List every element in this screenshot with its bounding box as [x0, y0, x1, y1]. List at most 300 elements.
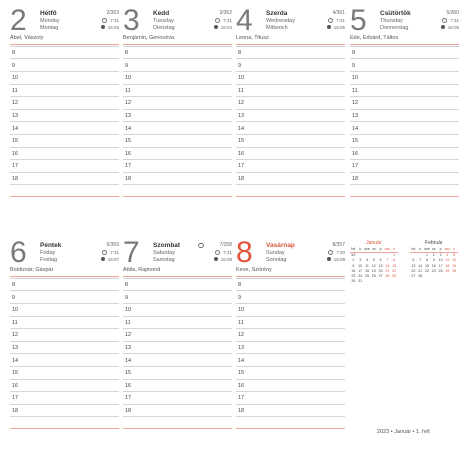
- hour-line[interactable]: [236, 159, 345, 160]
- day-name-german: Sonntag: [266, 257, 287, 263]
- day-of-year: 8/357: [332, 242, 345, 248]
- hour-line[interactable]: [123, 96, 232, 97]
- calendar-date[interactable]: 6: [412, 258, 415, 263]
- hour-line[interactable]: [236, 96, 345, 97]
- hour-line[interactable]: [236, 172, 345, 173]
- hour-line[interactable]: [123, 328, 232, 329]
- sunset-icon: [327, 25, 331, 29]
- day-name-english: Saturday: [153, 250, 176, 256]
- hour-line[interactable]: [236, 391, 345, 392]
- day-name: Kedd: [153, 10, 170, 17]
- weekday-header: p: [437, 247, 444, 253]
- calendar-date[interactable]: 7: [386, 258, 389, 263]
- hour-line[interactable]: [10, 328, 119, 329]
- hour-line[interactable]: [10, 404, 119, 405]
- hour-line[interactable]: [123, 316, 232, 317]
- hour-label: 9: [125, 294, 129, 301]
- calendar-date[interactable]: 27: [378, 274, 383, 279]
- calendar-date[interactable]: 12: [371, 263, 376, 268]
- hour-label: 17: [125, 395, 132, 402]
- day-name-german: Dienstag: [153, 25, 175, 31]
- hour-line[interactable]: [123, 71, 232, 72]
- calendar-date[interactable]: 10: [358, 263, 363, 268]
- hour-line[interactable]: [350, 96, 459, 97]
- day-of-year: 2/363: [106, 10, 119, 16]
- weekday-header: hé: [351, 247, 356, 251]
- hour-line[interactable]: [350, 121, 459, 122]
- hour-line[interactable]: [350, 109, 459, 110]
- calendar-date: [384, 279, 391, 284]
- sunrise-icon: [102, 18, 107, 23]
- hour-label: 16: [238, 382, 245, 389]
- hour-label: 11: [12, 87, 18, 94]
- hour-line[interactable]: [10, 71, 119, 72]
- calendar-date[interactable]: 10: [438, 258, 443, 263]
- hour-label: 8: [125, 50, 129, 56]
- hour-label: 15: [238, 370, 245, 377]
- hour-line[interactable]: [236, 121, 345, 122]
- sunrise-time: 7:31: [215, 250, 232, 255]
- day-name-german: Mittwoch: [266, 25, 288, 31]
- weekday-header: cs: [431, 247, 436, 251]
- day-of-year: 6/359: [106, 242, 119, 248]
- hour-line[interactable]: [350, 184, 459, 185]
- hour-label: 14: [12, 125, 19, 132]
- hour-label: 15: [238, 138, 245, 145]
- mini-calendar-title: Február: [425, 240, 443, 246]
- calendar-week-row: [410, 274, 458, 279]
- calendar-date[interactable]: 3: [359, 258, 362, 263]
- sunset-icon: [214, 257, 218, 261]
- calendar-date[interactable]: 9: [432, 258, 435, 263]
- hour-line[interactable]: [123, 404, 232, 405]
- day-of-year: 4/361: [332, 10, 345, 16]
- calendar-date: [451, 274, 458, 279]
- hour-label: 14: [125, 357, 132, 364]
- calendar-date[interactable]: 8: [393, 258, 396, 263]
- calendar-date[interactable]: 17: [358, 268, 363, 273]
- hour-line[interactable]: [123, 184, 232, 185]
- weekday-header: szo: [384, 247, 391, 251]
- calendar-date[interactable]: 16: [431, 263, 436, 268]
- calendar-date: [391, 279, 398, 284]
- hour-line[interactable]: [123, 303, 232, 304]
- calendar-date: [377, 279, 384, 284]
- hour-line[interactable]: [10, 172, 119, 173]
- calendar-date[interactable]: 14: [385, 263, 390, 268]
- calendar-date[interactable]: 23: [431, 268, 436, 273]
- calendar-date[interactable]: 22: [392, 268, 397, 273]
- calendar-date[interactable]: 5: [453, 253, 456, 258]
- name-day: Keve, Szörény: [236, 267, 272, 273]
- hour-label: 9: [352, 62, 356, 69]
- calendar-date[interactable]: 2: [352, 258, 355, 263]
- sunset-icon: [101, 25, 105, 29]
- calendar-date[interactable]: 7: [419, 258, 422, 263]
- calendar-date[interactable]: 13: [378, 263, 383, 268]
- hour-line[interactable]: [10, 353, 119, 354]
- hour-label: 10: [352, 75, 359, 82]
- hour-line[interactable]: [123, 341, 232, 342]
- hour-label: 17: [352, 163, 359, 170]
- calendar-date[interactable]: 52: [351, 253, 356, 258]
- day-name-english: Sunday: [266, 250, 285, 256]
- hour-line[interactable]: [123, 379, 232, 380]
- hour-line[interactable]: [236, 404, 345, 405]
- calendar-date[interactable]: 5: [372, 258, 375, 263]
- sunset-icon: [101, 257, 105, 261]
- hour-line[interactable]: [123, 366, 232, 367]
- hour-line[interactable]: [350, 172, 459, 173]
- hour-line[interactable]: [123, 134, 232, 135]
- calendar-date[interactable]: 2: [432, 253, 435, 258]
- hour-line[interactable]: [10, 416, 119, 417]
- hour-line[interactable]: [123, 84, 232, 85]
- hour-line[interactable]: [123, 391, 232, 392]
- calendar-date[interactable]: 4: [365, 258, 368, 263]
- hour-label: 15: [352, 138, 359, 145]
- weekday-header: v: [391, 247, 398, 253]
- hour-line[interactable]: [10, 184, 119, 185]
- hour-line[interactable]: [10, 303, 119, 304]
- calendar-date[interactable]: 20: [411, 268, 416, 273]
- hour-line[interactable]: [236, 46, 345, 47]
- day-name: Vasárnap: [266, 242, 295, 249]
- calendar-date[interactable]: 16: [351, 268, 356, 273]
- day-of-year: 3/362: [219, 10, 232, 16]
- hour-line[interactable]: [123, 353, 232, 354]
- hour-label: 17: [238, 395, 245, 402]
- hour-line[interactable]: [350, 58, 459, 59]
- day-name: Hétfő: [40, 10, 57, 17]
- calendar-date[interactable]: 30: [351, 279, 356, 284]
- bottom-divider: [10, 428, 119, 429]
- hour-line[interactable]: [236, 134, 345, 135]
- hour-label: 9: [125, 62, 129, 69]
- day-number: 8: [236, 236, 253, 269]
- sunrise-icon: [328, 18, 333, 23]
- hour-line[interactable]: [123, 159, 232, 160]
- bottom-divider: [10, 196, 119, 197]
- hour-label: 9: [12, 62, 16, 69]
- calendar-date[interactable]: 1: [393, 253, 396, 258]
- hour-line[interactable]: [123, 416, 232, 417]
- hour-line[interactable]: [236, 290, 345, 291]
- hour-label: 11: [125, 87, 131, 94]
- weekday-header: k: [357, 247, 364, 253]
- hour-label: 14: [352, 125, 359, 132]
- hour-line[interactable]: [10, 290, 119, 291]
- calendar-date[interactable]: 20: [378, 268, 383, 273]
- mini-calendar-title: Január: [366, 240, 382, 246]
- hour-label: 13: [12, 113, 19, 119]
- calendar-date[interactable]: 19: [371, 268, 376, 273]
- hour-label: 10: [12, 75, 19, 82]
- calendar-date: [364, 279, 371, 284]
- hour-line[interactable]: [236, 58, 345, 59]
- moon-phase-icon: [198, 243, 204, 249]
- hour-label: 16: [12, 150, 19, 157]
- hour-line[interactable]: [123, 58, 232, 59]
- hour-label: 9: [238, 62, 242, 69]
- hour-line[interactable]: [10, 109, 119, 110]
- calendar-date[interactable]: 15: [392, 263, 397, 268]
- calendar-date[interactable]: 27: [411, 274, 416, 279]
- hour-line[interactable]: [236, 278, 345, 279]
- hour-line[interactable]: [10, 316, 119, 317]
- hour-label: 18: [125, 408, 132, 414]
- sunrise-time: 7:31: [102, 18, 119, 23]
- sunrise-time: 7:31: [442, 18, 459, 23]
- calendar-date[interactable]: 12: [452, 258, 457, 263]
- weekday-header: p: [377, 247, 384, 253]
- hour-label: 11: [12, 319, 18, 326]
- calendar-date[interactable]: 8: [425, 258, 428, 263]
- hour-line[interactable]: [236, 341, 345, 342]
- hour-label: 13: [12, 345, 19, 351]
- hour-label: 14: [125, 125, 132, 132]
- calendar-date[interactable]: 18: [445, 263, 450, 268]
- calendar-date[interactable]: 28: [385, 274, 390, 279]
- mini-calendar: [350, 240, 398, 284]
- sunrise-time: 7:31: [328, 18, 345, 23]
- footer-label: 2023 • Január • 1. hét: [377, 429, 430, 435]
- hour-line[interactable]: [236, 366, 345, 367]
- hour-line[interactable]: [123, 46, 232, 47]
- weekday-header: v: [451, 247, 458, 253]
- hour-label: 12: [125, 332, 132, 339]
- sunrise-icon: [215, 250, 220, 255]
- day-of-year: 5/360: [446, 10, 459, 16]
- day-name-english: Friday: [40, 250, 56, 256]
- weekday-header: szo: [444, 247, 451, 251]
- day-number: 6: [10, 236, 27, 269]
- hour-label: 16: [125, 150, 132, 157]
- hour-line[interactable]: [10, 147, 119, 148]
- hour-line[interactable]: [10, 121, 119, 122]
- hour-label: 18: [125, 176, 132, 182]
- day-name-english: Monday: [40, 18, 60, 24]
- calendar-date[interactable]: 23: [351, 274, 356, 279]
- hour-label: 8: [238, 50, 242, 56]
- calendar-date[interactable]: 13: [411, 263, 416, 268]
- name-day: Ede, Edvárd, Táltos: [350, 35, 399, 41]
- sunset-time: 16:08: [214, 257, 232, 262]
- hour-line[interactable]: [123, 121, 232, 122]
- hour-label: 15: [12, 138, 19, 145]
- sunrise-icon: [215, 18, 220, 23]
- hour-line[interactable]: [236, 147, 345, 148]
- hour-line[interactable]: [236, 416, 345, 417]
- sunrise-time: 7:31: [215, 18, 232, 23]
- hour-label: 18: [12, 176, 19, 182]
- hour-line[interactable]: [350, 71, 459, 72]
- hour-label: 18: [12, 408, 19, 414]
- day-name-english: Thursday: [380, 18, 403, 24]
- day-number: 3: [123, 4, 140, 37]
- calendar-date[interactable]: 24: [358, 274, 363, 279]
- mini-calendar: [410, 240, 458, 279]
- day-block: [10, 236, 119, 432]
- hour-line[interactable]: [123, 172, 232, 173]
- day-block: [10, 4, 119, 200]
- hour-label: 11: [352, 87, 358, 94]
- calendar-date[interactable]: 19: [452, 263, 457, 268]
- day-block: [123, 4, 232, 200]
- day-name: Szerda: [266, 10, 288, 17]
- hour-line[interactable]: [236, 353, 345, 354]
- sunset-time: 16:06: [441, 25, 459, 30]
- calendar-date[interactable]: 1: [425, 253, 428, 258]
- calendar-date[interactable]: 31: [358, 279, 363, 284]
- hour-label: 17: [125, 163, 132, 170]
- calendar-date[interactable]: 18: [364, 268, 369, 273]
- name-day: Attila, Rajmond: [123, 267, 161, 273]
- hour-line[interactable]: [10, 58, 119, 59]
- calendar-date[interactable]: 29: [392, 274, 397, 279]
- calendar-date[interactable]: 21: [385, 268, 390, 273]
- sunset-time: 16:04: [214, 25, 232, 30]
- hour-label: 14: [238, 125, 245, 132]
- hour-line[interactable]: [236, 84, 345, 85]
- hour-label: 10: [12, 307, 19, 314]
- calendar-date: [444, 274, 451, 279]
- hour-line[interactable]: [10, 84, 119, 85]
- hour-label: 11: [125, 319, 131, 326]
- sunrise-icon: [102, 250, 107, 255]
- calendar-date[interactable]: 3: [439, 253, 442, 258]
- calendar-date[interactable]: 6: [379, 258, 382, 263]
- hour-label: 15: [125, 138, 132, 145]
- sunrise-time: 7:31: [102, 250, 119, 255]
- hour-label: 13: [352, 113, 359, 119]
- hour-line[interactable]: [123, 290, 232, 291]
- hour-line[interactable]: [10, 391, 119, 392]
- day-block: [236, 236, 345, 432]
- hour-line[interactable]: [236, 379, 345, 380]
- hour-label: 14: [12, 357, 19, 364]
- name-day: Benjámin, Genovéva: [123, 35, 175, 41]
- hour-line[interactable]: [10, 96, 119, 97]
- hour-label: 13: [238, 113, 245, 119]
- hour-line[interactable]: [236, 316, 345, 317]
- hour-label: 16: [125, 382, 132, 389]
- hour-label: 8: [12, 282, 16, 288]
- calendar-date[interactable]: 21: [418, 268, 423, 273]
- calendar-date[interactable]: 22: [424, 268, 429, 273]
- calendar-date[interactable]: 11: [445, 258, 450, 263]
- day-number: 4: [236, 4, 253, 37]
- hour-line[interactable]: [10, 341, 119, 342]
- weekday-header: cs: [371, 247, 376, 251]
- hour-label: 13: [238, 345, 245, 351]
- bottom-divider: [236, 428, 345, 429]
- calendar-date[interactable]: 14: [418, 263, 423, 268]
- day-block: [350, 4, 459, 200]
- hour-label: 8: [352, 50, 356, 56]
- hour-line[interactable]: [236, 71, 345, 72]
- hour-line[interactable]: [10, 159, 119, 160]
- hour-line[interactable]: [236, 328, 345, 329]
- calendar-date[interactable]: 25: [445, 268, 450, 273]
- hour-line[interactable]: [10, 379, 119, 380]
- calendar-date[interactable]: 4: [446, 253, 449, 258]
- calendar-date[interactable]: 24: [438, 268, 443, 273]
- day-name-german: Samstag: [153, 257, 175, 263]
- sunset-time: 16:07: [101, 257, 119, 262]
- hour-line[interactable]: [350, 84, 459, 85]
- hour-line[interactable]: [350, 147, 459, 148]
- calendar-date[interactable]: 17: [438, 263, 443, 268]
- weekday-header: k: [417, 247, 424, 253]
- day-name-english: Tuesday: [153, 18, 174, 24]
- calendar-date[interactable]: 26: [371, 274, 376, 279]
- hour-line[interactable]: [350, 46, 459, 47]
- calendar-date[interactable]: 15: [424, 263, 429, 268]
- bottom-divider: [123, 428, 232, 429]
- hour-line[interactable]: [350, 134, 459, 135]
- hour-line[interactable]: [10, 46, 119, 47]
- name-day: Boldizsár, Gáspár: [10, 267, 54, 273]
- calendar-date[interactable]: 28: [418, 274, 423, 279]
- hour-label: 8: [12, 50, 16, 56]
- hour-line[interactable]: [10, 366, 119, 367]
- bottom-divider: [123, 196, 232, 197]
- hour-line[interactable]: [236, 303, 345, 304]
- hour-label: 9: [238, 294, 242, 301]
- calendar-date: [430, 274, 437, 279]
- hour-line[interactable]: [236, 109, 345, 110]
- hour-line[interactable]: [123, 147, 232, 148]
- day-number: 5: [350, 4, 367, 37]
- sunrise-time: 7:30: [328, 250, 345, 255]
- day-number: 7: [123, 236, 140, 269]
- hour-label: 15: [125, 370, 132, 377]
- calendar-date[interactable]: 11: [365, 263, 369, 268]
- hour-label: 16: [352, 150, 359, 157]
- day-of-year: 7/358: [219, 242, 232, 248]
- calendar-week-row: [350, 279, 398, 284]
- hour-label: 10: [125, 307, 132, 314]
- hour-label: 10: [238, 75, 245, 82]
- calendar-date[interactable]: 25: [364, 274, 369, 279]
- hour-label: 9: [12, 294, 16, 301]
- hour-label: 10: [125, 75, 132, 82]
- hour-label: 8: [238, 282, 242, 288]
- sunset-icon: [441, 25, 445, 29]
- name-day: Ábel, Vászoly: [10, 35, 44, 41]
- weekday-header: hé: [411, 247, 416, 251]
- calendar-date[interactable]: 26: [452, 268, 457, 273]
- bottom-divider: [236, 196, 345, 197]
- hour-line[interactable]: [123, 278, 232, 279]
- hour-label: 18: [352, 176, 359, 182]
- hour-label: 13: [125, 345, 132, 351]
- hour-line[interactable]: [10, 134, 119, 135]
- calendar-date[interactable]: 9: [352, 263, 355, 268]
- hour-line[interactable]: [350, 159, 459, 160]
- hour-line[interactable]: [236, 184, 345, 185]
- day-name: Szombat: [153, 242, 204, 249]
- hour-label: 17: [12, 395, 19, 402]
- hour-label: 12: [125, 100, 132, 107]
- bottom-divider: [350, 196, 459, 197]
- hour-label: 12: [12, 100, 19, 107]
- hour-line[interactable]: [123, 109, 232, 110]
- day-name-german: Montag: [40, 25, 59, 31]
- day-name-german: Donnerstag: [380, 25, 409, 31]
- hour-line[interactable]: [10, 278, 119, 279]
